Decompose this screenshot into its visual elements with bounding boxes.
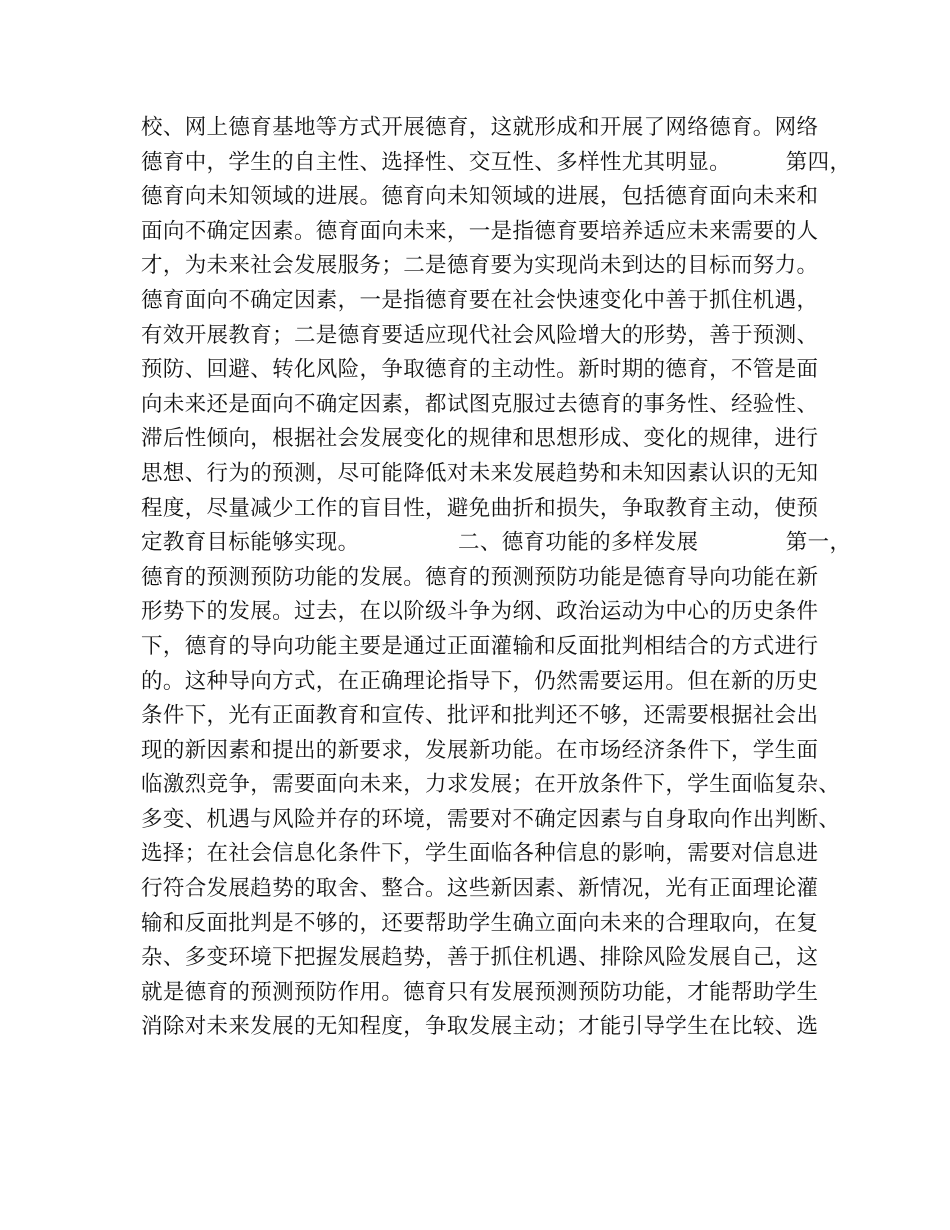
text-line: 滞后性倾向，根据社会发展变化的规律和思想形成、变化的规律，进行 [141,426,819,452]
text-line: 德育向未知领域的进展。德育向未知领域的进展，包括德育面向未来和 [141,184,819,210]
text-line: 定教育目标能够实现。 二、德育功能的多样发展 第一， [141,530,852,556]
text-line: 杂、多变环境下把握发展趋势，善于抓住机遇、排除风险发展自己，这 [141,945,819,971]
text-line: 程度，尽量减少工作的盲目性，避免曲折和损失，争取教育主动，使预 [141,495,819,521]
text-line: 临激烈竞争，需要面向未来，力求发展；在开放条件下，学生面临复杂、 [141,772,841,798]
text-line: 德育的预测预防功能的发展。德育的预测预防功能是德育导向功能在新 [141,564,819,590]
text-line: 才，为未来社会发展服务；二是德育要为实现尚未到达的目标而努力。 [141,253,819,279]
text-line: 下，德育的导向功能主要是通过正面灌输和反面批判相结合的方式进行 [141,633,819,659]
text-line: 德育中，学生的自主性、选择性、交互性、多样性尤其明显。 第四， [141,149,852,175]
text-line: 输和反面批判是不够的，还要帮助学生确立面向未来的合理取向，在复 [141,910,819,936]
text-line: 的。这种导向方式，在正确理论指导下，仍然需要运用。但在新的历史 [141,668,819,694]
text-line: 德育面向不确定因素，一是指德育要在社会快速变化中善于抓住机遇， [141,287,819,313]
text-line: 就是德育的预测预防作用。德育只有发展预测预防功能，才能帮助学生 [141,979,819,1005]
text-line: 选择；在社会信息化条件下，学生面临各种信息的影响，需要对信息进 [141,841,819,867]
text-line: 形势下的发展。过去，在以阶级斗争为纲、政治运动为中心的历史条件 [141,599,819,625]
text-line: 思想、行为的预测，尽可能降低对未来发展趋势和未知因素认识的无知 [141,460,819,486]
text-line: 消除对未来发展的无知程度，争取发展主动；才能引导学生在比较、选 [141,1014,819,1040]
body-text [141,111,852,1045]
text-line: 现的新因素和提出的新要求，发展新功能。在市场经济条件下，学生面 [141,737,819,763]
text-line: 校、网上德育基地等方式开展德育，这就形成和开展了网络德育。网络 [141,115,819,140]
text-line: 有效开展教育；二是德育要适应现代社会风险增大的形势，善于预测、 [141,322,819,348]
text-line: 多变、机遇与风险并存的环境，需要对不确定因素与自身取向作出判断、 [141,806,841,832]
text-line: 行符合发展趋势的取舍、整合。这些新因素、新情况，光有正面理论灌 [141,876,819,902]
text-line: 向未来还是面向不确定因素，都试图克服过去德育的事务性、经验性、 [141,391,819,417]
text-line: 条件下，光有正面教育和宣传、批评和批判还不够，还需要根据社会出 [141,703,819,729]
text-line: 预防、回避、转化风险，争取德育的主动性。新时期的德育，不管是面 [141,357,819,383]
text-line: 面向不确定因素。德育面向未来，一是指德育要培养适应未来需要的人 [141,218,819,244]
